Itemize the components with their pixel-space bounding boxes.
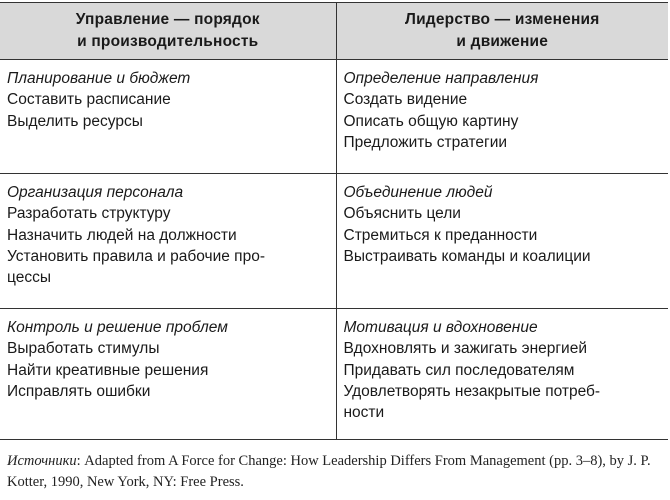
cell-aligning xyxy=(336,174,668,309)
list-item: Стремиться к преданности xyxy=(343,226,538,244)
category-aligning: Объединение людей xyxy=(343,184,493,201)
table-header-row xyxy=(0,3,668,60)
list-item: Создать видение xyxy=(343,91,468,109)
list-item: ности xyxy=(343,404,385,422)
list-item: Найти креативные решения xyxy=(7,361,209,379)
category-motivating: Мотивация и вдохновение xyxy=(343,319,538,336)
list-item: Выделить ресурсы xyxy=(7,112,143,130)
management-vs-leadership-table xyxy=(0,2,668,440)
list-item: Исправлять ошибки xyxy=(7,382,151,400)
list-item: Установить правила и рабочие про- xyxy=(7,247,265,265)
table-row xyxy=(0,174,668,309)
category-planning: Планирование и бюджет xyxy=(7,70,191,87)
cell-staffing xyxy=(0,174,336,309)
comparison-table-container xyxy=(0,2,668,440)
category-staffing: Организация персонала xyxy=(7,184,184,201)
category-controlling: Контроль и решение проблем xyxy=(7,319,228,336)
list-item: Предложить стратегии xyxy=(343,133,508,151)
list-item: Выработать стимулы xyxy=(7,340,160,358)
list-item: Составить расписание xyxy=(7,91,171,109)
category-direction: Определение направления xyxy=(343,70,539,87)
header-management xyxy=(0,3,336,60)
cell-motivating xyxy=(336,309,668,440)
source-note xyxy=(7,451,662,493)
table-row xyxy=(0,60,668,174)
list-item: цессы xyxy=(7,269,51,287)
header-leadership xyxy=(336,3,668,60)
list-item: Объяснить цели xyxy=(343,205,461,223)
list-item: Описать общую картину xyxy=(343,112,519,130)
source-text: : Adapted from A Force for Change: How Leadership Differs From Management (pp. 3–8), by J. P. Kotter, 1990, New York, NY: Free Press. xyxy=(7,453,651,490)
source-label: Источники xyxy=(7,453,77,469)
list-item: Назначить людей на должности xyxy=(7,226,237,244)
list-item: Придавать сил последователям xyxy=(343,361,575,379)
list-item: Удовлетворять незакрытые потреб- xyxy=(343,382,601,400)
cell-direction xyxy=(336,60,668,174)
header-management-line1: Управление — порядок xyxy=(75,11,260,28)
header-leadership-line2: и движение xyxy=(456,33,549,50)
list-item: Вдохновлять и зажигать энергией xyxy=(343,340,587,358)
header-management-line2: и производительность xyxy=(77,33,259,50)
cell-planning xyxy=(0,60,336,174)
cell-controlling xyxy=(0,309,336,440)
header-leadership-line1: Лидерство — изменения xyxy=(405,11,600,28)
table-row xyxy=(0,309,668,440)
list-item: Разработать структуру xyxy=(7,205,171,223)
list-item: Выстраивать команды и коалиции xyxy=(343,247,591,265)
